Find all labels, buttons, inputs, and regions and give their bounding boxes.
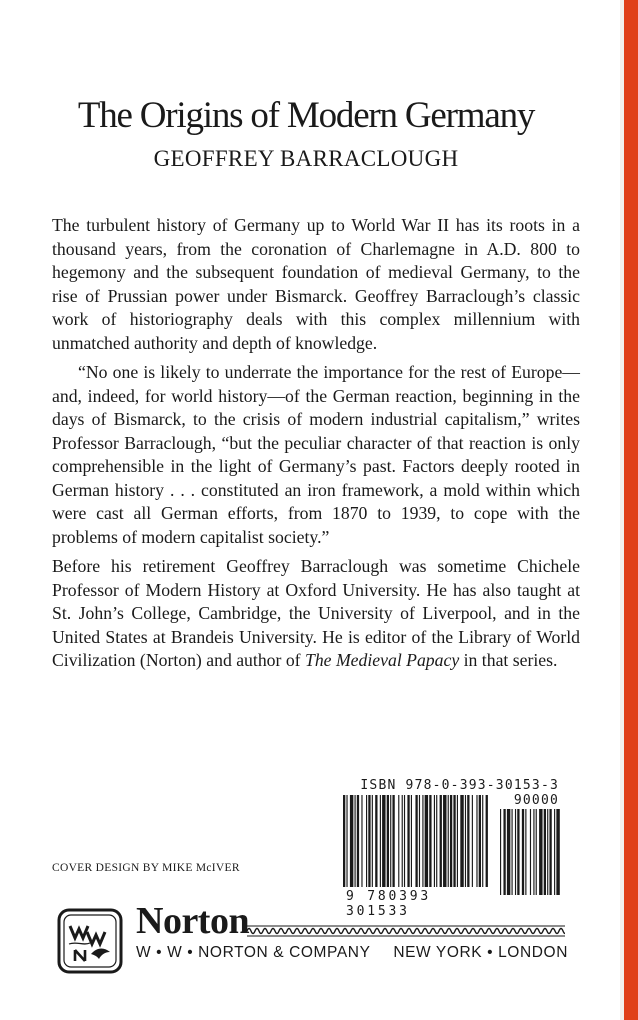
publisher-imprint [136,944,568,962]
blurb-paragraph-quote: “No one is likely to underrate the importance for the rest of Europe—and, indeed, for world history—of the German reaction, beginning in the days of Bismarck, to the crisis of modern industrial capitalism,” writes Professor Barraclough, “but the peculiar character of that reaction is only comprehensible in the light of Germany’s past. Factors deeply rooted in German history . . . constituted an iron framework, a mold within which were cast all German efforts, from 1870 to 1939, to cope with the problems of modern capitalist society.” [52,362,580,547]
cover-design-credit: COVER DESIGN BY MIKE McIVER [52,862,240,874]
book-author: GEOFFREY BARRACLOUGH [153,146,459,171]
blurb-paragraph-author-bio [52,555,580,673]
barcode-number: 9 780393 301533 [346,889,486,919]
series-title: The Medieval Papacy [304,650,460,670]
imprint-name: W • W • NORTON & COMPANY [136,944,371,961]
publisher-name: Norton [136,900,250,942]
decorative-wave-rule [247,925,565,937]
isbn-label: ISBN 978-0-393-30153-3 [360,778,559,793]
back-cover-blurb [52,214,580,679]
imprint-cities: NEW YORK • LONDON [393,944,568,961]
spine-edge [624,0,638,1020]
norton-logo [57,908,123,974]
author-bio-text: Before his retirement Geoffrey Barraclough was sometime Chichele Professor of Modern History at Oxford University. He has also taught at St. John’s College, Cambridge, the University of Liverpool, and in the United States at Brandeis University. He is editor of the Library of World Civilization (Norton) and author of [52,556,580,670]
barcode [340,795,562,895]
price-code: 90000 [513,793,559,808]
author-bio-end: in that series. [459,650,558,670]
book-title: The Origins of Modern Germany [77,95,535,136]
blurb-paragraph-summary: The turbulent history of Germany up to World War II has its roots in a thousand years, from the coronation of Charlemagne in A.D. 800 to hegemony and the subsequent foundation of medieval Germany, to the rise of Prussian power under Bismarck. Geoffrey Barraclough’s classic work of historiography deals with this complex millennium with unmatched authority and depth of knowledge. [52,215,580,353]
